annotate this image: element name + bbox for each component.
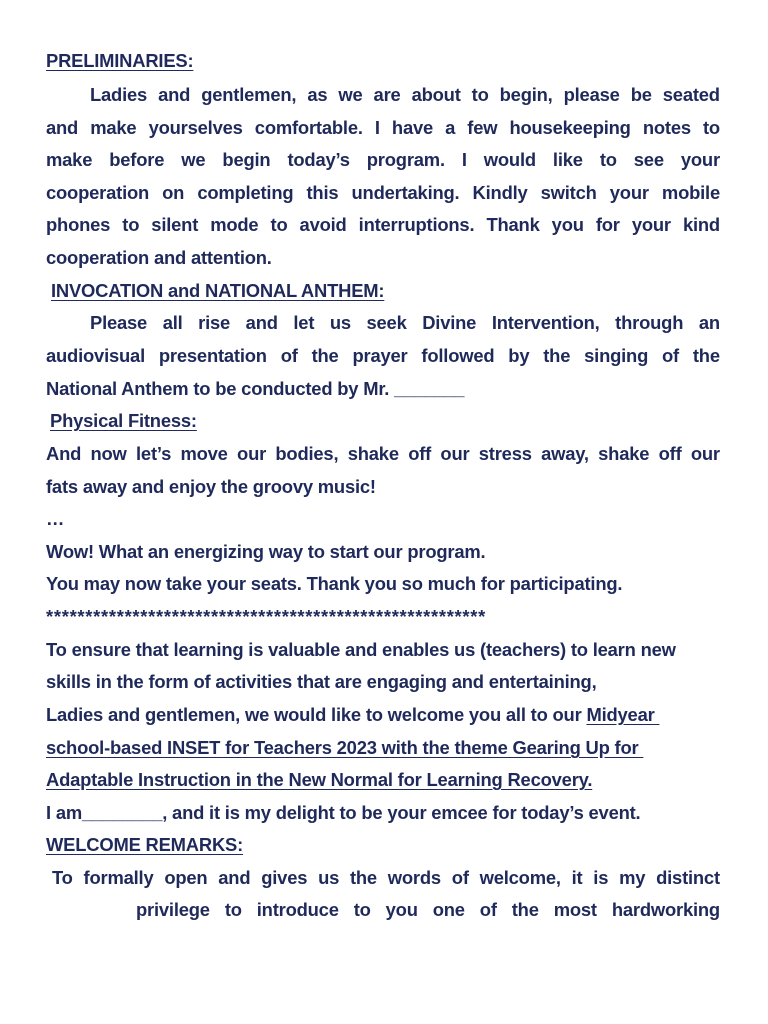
paragraph-line: I am________, and it is my delight to be your emcee for today’s event. (46, 802, 641, 823)
paragraph-line: cooperation on completing this undertaking. Kindly switch your mobile (46, 182, 720, 203)
paragraph-line: audiovisual presentation of the prayer followed by the singing of the (46, 345, 720, 366)
paragraph-line: Ladies and gentlemen, as we are about to begin, please be seated (90, 84, 720, 105)
heading-physical-fitness: Physical Fitness: (50, 410, 197, 431)
heading-preliminaries: PRELIMINARIES: (46, 50, 194, 71)
paragraph-line: and make yourselves comfortable. I have a few housekeeping notes to (46, 117, 720, 138)
heading-welcome-remarks: WELCOME REMARKS: (46, 834, 244, 855)
paragraph-line: cooperation and attention. (46, 247, 272, 268)
paragraph-line: To ensure that learning is valuable and enables us (teachers) to learn new (46, 639, 676, 660)
paragraph-line: Please all rise and let us seek Divine Intervention, through an (90, 312, 720, 333)
inset-theme-line: school-based INSET for Teachers 2023 with the theme Gearing Up for (46, 737, 644, 758)
paragraph-line: phones to silent mode to avoid interruptions. Thank you for your kind (46, 214, 720, 235)
paragraph-line: skills in the form of activities that are engaging and entertaining, (46, 671, 597, 692)
paragraph-line: Ladies and gentlemen, we would like to welcome you all to our Midyear (46, 704, 660, 725)
heading-invocation: INVOCATION and NATIONAL ANTHEM: (51, 280, 385, 301)
paragraph-line: make before we begin today’s program. I would like to see your (46, 149, 720, 170)
paragraph-line: You may now take your seats. Thank you so much for participating. (46, 573, 623, 594)
asterisk-divider: ******************************************************** (46, 606, 486, 627)
paragraph-line: To formally open and gives us the words of welcome, it is my distinct (52, 867, 720, 888)
inset-theme-line: Adaptable Instruction in the New Normal for Learning Recovery. (46, 769, 593, 790)
paragraph-line: And now let’s move our bodies, shake off our stress away, shake off our (46, 443, 720, 464)
paragraph-line: Wow! What an energizing way to start our program. (46, 541, 486, 562)
paragraph-line: privilege to introduce to you one of the most hardworking (136, 899, 720, 920)
paragraph-line: National Anthem to be conducted by Mr. _______ (46, 378, 465, 399)
ellipsis-line: … (46, 508, 65, 529)
paragraph-line: fats away and enjoy the groovy music! (46, 476, 376, 497)
